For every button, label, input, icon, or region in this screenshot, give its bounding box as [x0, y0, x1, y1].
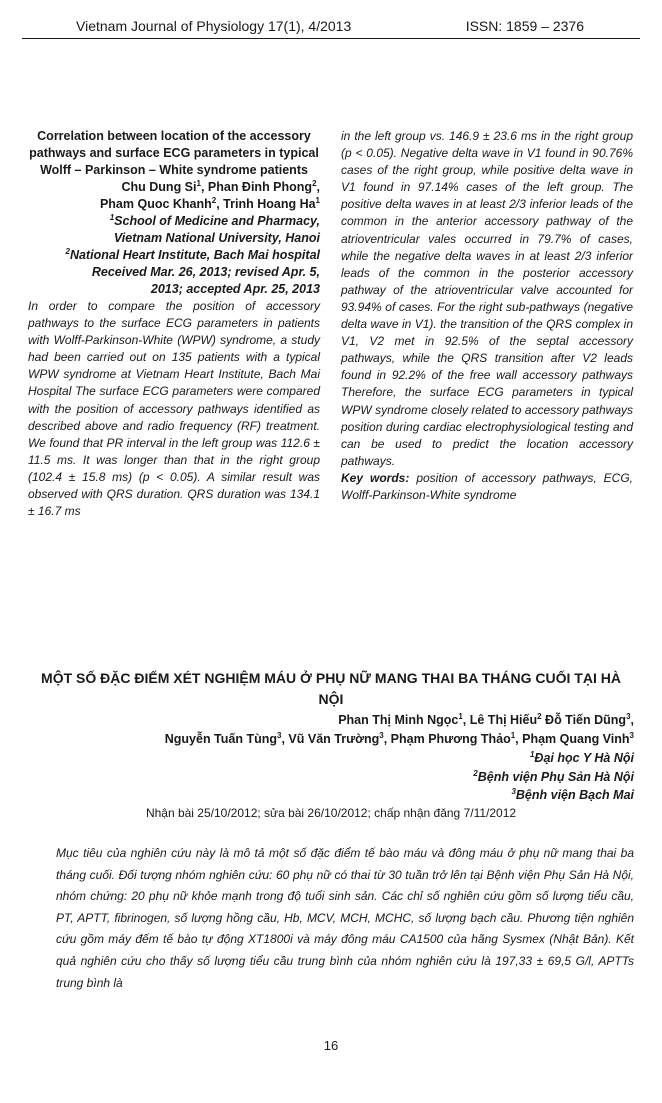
header-rule — [22, 38, 640, 39]
english-abstract-right-column — [341, 128, 633, 504]
vietnamese-affiliation-2: $^2$Bệnh viện Phụ Sản Hà Nội — [473, 768, 634, 784]
vietnamese-affiliation-3: $^3$Bệnh viện Bạch Mai — [511, 786, 634, 802]
vietnamese-abstract: Mục tiêu của nghiên cứu này là mô tả một số đặc điểm tế bào máu và đông máu ở phụ nữ mang thai ba tháng cuối. Đối tượng nhóm nghiên cứu: 60 phụ nữ có thai từ 30 tuần trở lên tại Bệnh viện Phụ Sản Hà Nội, nhóm chứng: 20 phụ nữ khỏe mạnh trong độ tuổi sinh sản. Các chỉ số nghiên cứu gồm số lượng tiểu cầu, PT, APTT, fibrinogen, số lượng hồng cầu, Hb, MCV, MCH, MCHC, số lượng bạch cầu. Phương tiện nghiên cứu gồm máy đếm tế bào tự động XT1800i và máy đông máu CA1500 của hãng Sysmex (Nhật Bản). Kết quả nghiên cứu cho thấy số lượng tiểu cầu trung bình của nhóm nghiên cứu là 197,33 ± 69,5 G/l, APTTs trung bình là — [56, 846, 634, 990]
issn: ISSN: 1859 – 2376 — [465, 18, 584, 34]
running-header — [22, 18, 640, 40]
english-abstract-title: Correlation between location of the accessory pathways and surface ECG parameters in typical Wolff – Parkinson – White syndrome patients — [29, 129, 319, 177]
english-keywords — [341, 470, 633, 504]
english-abstract-left-column — [28, 128, 320, 520]
keywords-label: Key words: — [341, 470, 410, 485]
english-authors-line-2: Pham Quoc Khanh$^2$, Trinh Hoang Ha$^1$ — [99, 195, 320, 211]
vietnamese-article-title: MỘT SỐ ĐẶC ĐIỂM XÉT NGHIỆM MÁU Ở PHỤ NỮ MANG THAI BA THÁNG CUỐI TẠI HÀ NỘI — [41, 670, 621, 707]
english-affiliation-1: $^1$School of Medicine and Pharmacy, Vietnam National University, Hanoi — [109, 212, 320, 245]
page-number: 16 — [323, 1038, 339, 1053]
vietnamese-affiliation-1: $^1$Đại học Y Hà Nội — [529, 749, 634, 765]
journal-name: Vietnam Journal of Physiology 17(1), 4/2013 — [76, 18, 352, 34]
vietnamese-authors-line-2: Nguyễn Tuấn Tùng$^3$, Vũ Văn Trường$^3$, Phạm Phương Thảo$^1$, Phạm Quang Vinh$^3$ — [164, 730, 634, 746]
vietnamese-received-dates: Nhận bài 25/10/2012; sửa bài 26/10/2012; chấp nhận đăng 7/11/2012 — [145, 806, 517, 820]
english-affiliation-2: $^2$National Heart Institute, Bach Mai hospital — [65, 246, 320, 262]
english-abstract-body-right: in the left group vs. 146.9 ± 23.6 ms in the right group (p < 0.05). Negative delta wave in V1 found in 90.76% cases of the right group, while positive delta wave in V1 found in 97.14% cases of the left group. The positive delta waves in at least 2/3 inferior leads of the common in the anterior accessory pathway of the atrioventricular vales occurred in 79.7% of cases, while the negative delta waves in at least 2/3 inferior leads of the common in the posterior accessory pathway of the atrioventricular valve accounted for 93.94% of cases. For the right sub-pathways (negative delta wave in V1). the transition of the QRS complex in V1, V2 met in 92.5% of the septal accessory pathways, while the QRS transition after V2 leads found in 92.2% of the free wall accessory pathways Therefore, the surface ECG parameters in typical WPW syndrome closely related to accessory pathways position during cardiac electrophysiological testing and can be used to predict the location accessory pathways. — [341, 129, 633, 468]
english-authors-line-1: Chu Dung Si$^1$, Phan Đinh Phong$^2$, — [121, 178, 320, 194]
vietnamese-authors-line-1: Phan Thị Minh Ngọc$^1$, Lê Thị Hiếu$^2$ Đỗ Tiến Dũng$^3$, — [338, 711, 634, 727]
english-received-dates: Received Mar. 26, 2013; revised Apr. 5, 2013; accepted Apr. 25, 2013 — [91, 265, 320, 296]
english-abstract-body-left: In order to compare the position of accessory pathways to the surface ECG parameters in patients with Wolff-Parkinson-White (WPW) syndrome, a study had been carried out on 135 patients with a typical WPW syndrome at Vietnam Heart Institute, Bach Mai Hospital The surface ECG parameters were compared with the position of accessory pathways identified as described above and radio frequency (RF) treatment. We found that PR interval in the left group was 112.6 ± 11.5 ms. It was longer than that in the right group (102.4 ± 15.8 ms) (p < 0.05). A similar result was observed with QRS duration. QRS duration was 134.1 ± 16.7 ms — [28, 299, 320, 519]
keywords-text: position of accessory pathways, ECG, Wolff-Parkinson-White syndrome — [341, 470, 633, 502]
